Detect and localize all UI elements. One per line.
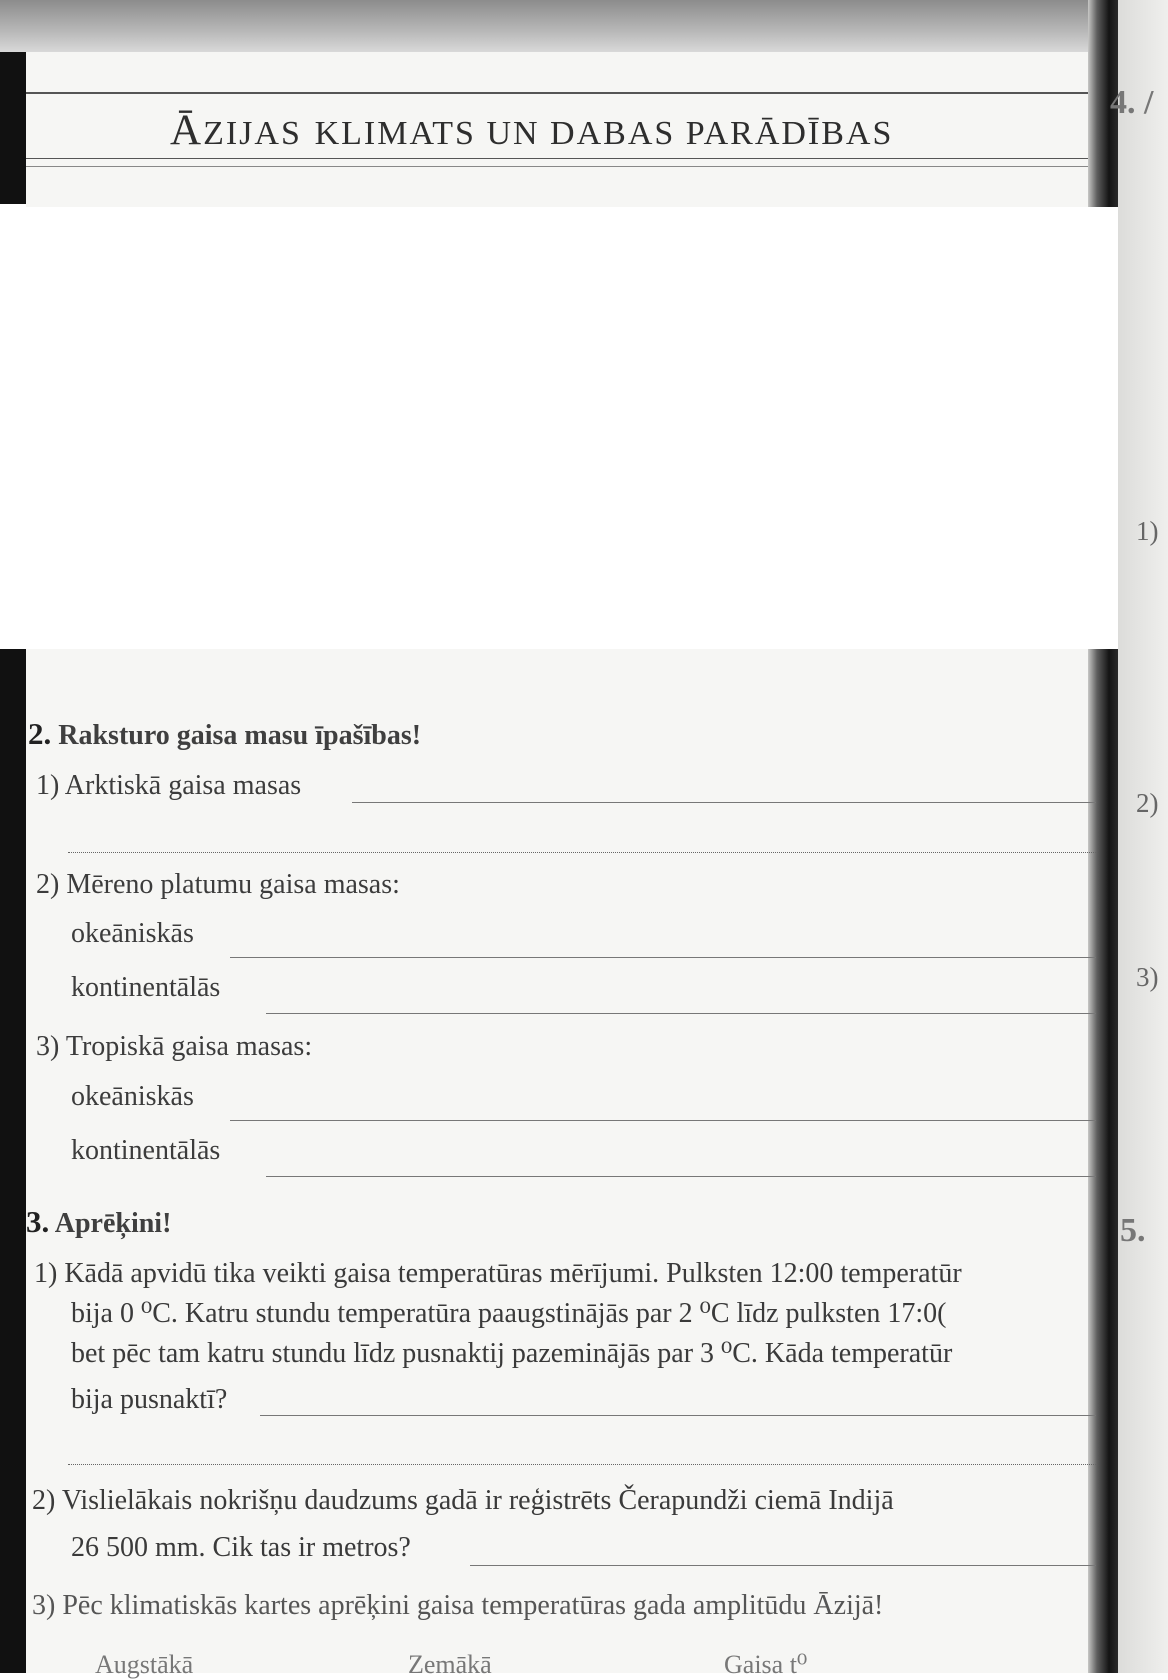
- answer-line-q1-2[interactable]: [68, 1464, 1096, 1465]
- item-tropical-label: 3) Tropiskā gaisa masas:: [36, 1031, 313, 1062]
- margin-mark-1: 1): [1136, 516, 1159, 546]
- question-1-line-3: bet pēc tam katru stundu līdz pusnaktij pazeminājās par 3 ⁰C. Kāda temperatūr: [71, 1338, 953, 1369]
- section-2-heading: 2. Raksturo gaisa masu īpašības!: [28, 716, 422, 751]
- margin-mark-3: 3): [1136, 962, 1159, 992]
- scan-top-shadow: [0, 0, 1168, 58]
- tropical-oceanic-label: okeāniskās: [71, 1081, 194, 1112]
- page-title: ĀZIJAS KLIMATS UN DABAS PARĀDĪBAS: [170, 107, 894, 154]
- temperate-oceanic-label: okeāniskās: [71, 918, 194, 949]
- item-temperate-label: 2) Mēreno platumu gaisa masas:: [36, 869, 400, 900]
- margin-mark-4: 4. /: [1110, 84, 1154, 121]
- question-3-line-1: 3) Pēc klimatiskās kartes aprēķini gaisa temperatūras gada amplitūdu Āzijā!: [32, 1590, 884, 1621]
- item-arctic-label: 1) Arktiskā gaisa masas: [36, 770, 302, 801]
- margin-mark-5: 5.: [1120, 1212, 1146, 1249]
- q3-column-lowest: Zemākā: [408, 1650, 492, 1679]
- answer-line-tropical-continental[interactable]: [266, 1176, 1096, 1177]
- question-2-line-2: 26 500 mm. Cik tas ir metros?: [71, 1532, 411, 1563]
- section-3-heading: 3. Aprēķini!: [26, 1204, 172, 1239]
- title-rule-bottom-2: [26, 166, 1088, 167]
- blank-region: [0, 207, 1118, 649]
- answer-line-temperate-oceanic[interactable]: [230, 957, 1096, 958]
- answer-line-q2[interactable]: [470, 1565, 1096, 1566]
- question-1-line-2: bija 0 ⁰C. Katru stundu temperatūra paaugstinājās par 2 ⁰C līdz pulksten 17:0(: [71, 1298, 947, 1329]
- temperate-continental-label: kontinentālās: [71, 972, 221, 1003]
- answer-line-tropical-oceanic[interactable]: [230, 1120, 1096, 1121]
- margin-mark-2: 2): [1136, 788, 1159, 818]
- q3-column-highest: Augstākā: [95, 1650, 194, 1679]
- answer-line-arctic-2[interactable]: [68, 852, 1096, 853]
- q3-column-air-temp: Gaisa t⁰: [724, 1650, 808, 1679]
- answer-line-temperate-continental[interactable]: [266, 1013, 1096, 1014]
- tropical-continental-label: kontinentālās: [71, 1135, 221, 1166]
- question-1-line-1: 1) Kādā apvidū tika veikti gaisa temperatūras mērījumi. Pulksten 12:00 temperatūr: [34, 1258, 962, 1289]
- facing-page: [1118, 0, 1168, 1673]
- answer-line-arctic-1[interactable]: [352, 802, 1096, 803]
- title-rule-top: [26, 92, 1088, 94]
- answer-line-q1-1[interactable]: [260, 1415, 1096, 1416]
- scan-left-edge: [0, 52, 26, 204]
- question-1-line-4: bija pusnaktī?: [71, 1384, 228, 1415]
- title-rule-bottom-1: [26, 158, 1088, 159]
- question-2-line-1: 2) Vislielākais nokrišņu daudzums gadā ir reģistrēts Čerapundži ciemā Indijā: [32, 1485, 894, 1516]
- scan-left-edge-lower: [0, 648, 26, 1673]
